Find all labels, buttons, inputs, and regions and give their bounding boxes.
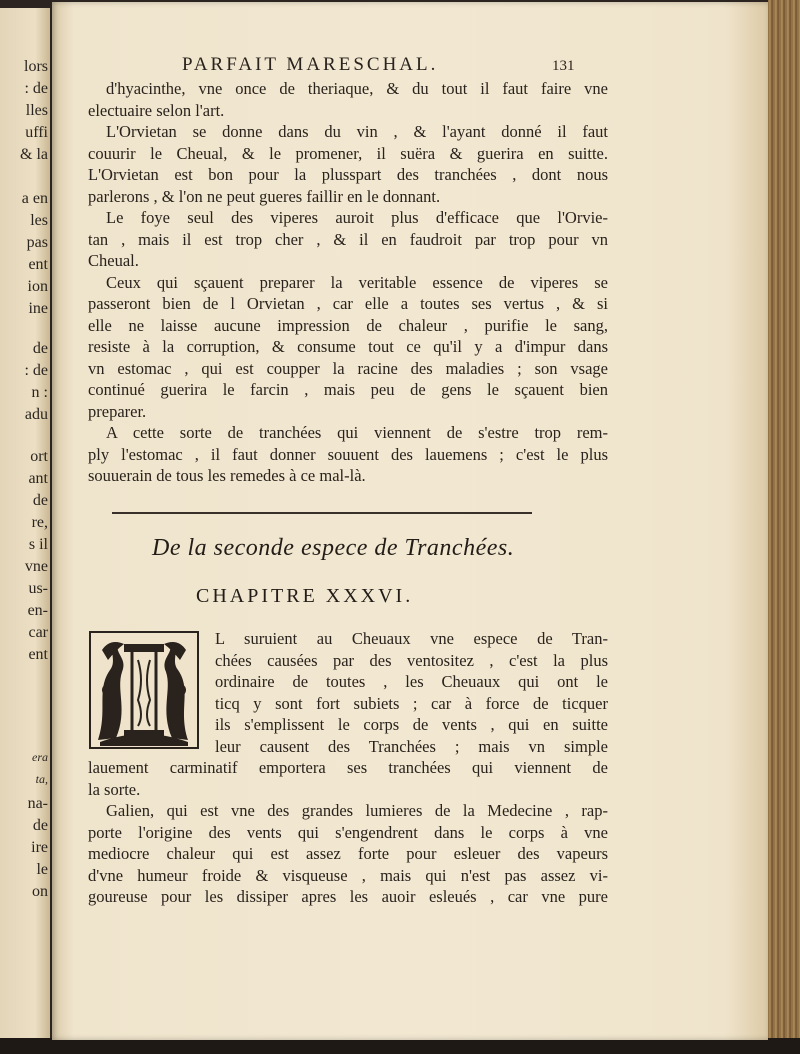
- text-line: Le foye seul des viperes auroit plus d'efficace que l'Orvie-: [106, 208, 608, 227]
- book-fore-edge: [768, 0, 800, 1054]
- section-title: De la seconde espece de Tranchées.: [152, 535, 515, 561]
- section-rule: [112, 512, 532, 514]
- left-page-fragment: de: [32, 492, 48, 509]
- text-line: continué guerira le farcin , mais peu de gens le sçauent bien: [88, 380, 608, 399]
- left-page-fragment: adu: [24, 406, 48, 423]
- left-page-fragment: ta,: [35, 772, 48, 786]
- text-line: Ceux qui sçauent preparer la veritable essence de viperes se: [106, 272, 608, 292]
- text-line: vn estomac , qui est coupper la racine des maladies ; son vsage: [88, 358, 608, 378]
- left-page-fragment: : de: [24, 80, 48, 97]
- text-line: elle ne laisse aucune impression de chaleur , purifie le sang,: [88, 315, 608, 335]
- text-line: leur causent des Tranchées ; mais vn simple: [215, 736, 608, 756]
- text-line: la sorte.: [88, 779, 141, 799]
- left-page-fragment: on: [32, 883, 48, 900]
- text-line: ply l'estomac , il faut donner souuent des lauemens ; c'est le plus: [88, 444, 608, 464]
- text-line: L suruient au Cheuaux vne espece de Tran-: [215, 629, 608, 648]
- left-page-fragment: ine: [28, 300, 48, 317]
- text-line: porte l'origine des vents qui s'engendrent dans le corps à vne: [88, 822, 608, 842]
- book-page: [52, 2, 768, 1040]
- text-line: passeront bien de l Orvietan , car elle a toutes ses vertus , & si: [88, 294, 608, 313]
- left-page-fragment: : de: [24, 362, 48, 379]
- ornamental-initial-icon: [88, 630, 200, 750]
- bottom-shadow: [0, 1038, 800, 1054]
- text-block-top: [88, 78, 608, 487]
- text-line: preparer.: [88, 401, 147, 421]
- left-page-fragment: ire: [31, 839, 48, 856]
- left-page-fragment: ion: [27, 278, 48, 295]
- text-line: electuaire selon l'art.: [88, 100, 225, 120]
- text-line: parlerons , & l'on ne peut gueres faillir en le donnant.: [88, 186, 441, 206]
- left-page-fragment: uffi: [25, 124, 48, 141]
- left-page-fragment: re,: [31, 514, 48, 531]
- left-page-fragment: vne: [24, 558, 48, 575]
- text-line: ils s'emplissent le corps de vents , qui en suitte: [215, 715, 608, 734]
- left-page-fragment: ant: [28, 470, 48, 487]
- text-line: goureuse pour les dissiper apres les auoir esleués , car vne pure: [88, 887, 608, 906]
- running-head: PARFAIT MARESCHAL.: [182, 54, 439, 75]
- left-page-fragment: le: [36, 861, 48, 878]
- left-page-fragment: de: [32, 340, 48, 357]
- text-beside-initial: [215, 628, 608, 757]
- left-page-fragment: en-: [27, 602, 48, 619]
- left-page-fragment: & la: [20, 146, 48, 163]
- text-line: mediocre chaleur qui est assez forte pour esleuer des vapeurs: [88, 844, 608, 863]
- left-page-fragment: ent: [28, 256, 48, 273]
- text-line: souuerain de tous les remedes à ce mal-là.: [88, 466, 366, 485]
- left-page-fragment: car: [28, 624, 48, 641]
- left-page-fragment: ort: [30, 448, 48, 465]
- left-page-fragment: ent: [28, 646, 48, 663]
- left-page-fragment: s il: [28, 536, 48, 553]
- text-line: L'Orvietan est bon pour la plusspart des tranchées , dont nous: [88, 165, 608, 184]
- text-line: chées causées par des ventositez , c'est la plus: [215, 650, 608, 670]
- left-page-fragment: lles: [25, 102, 48, 119]
- left-page-fragment: lors: [24, 58, 48, 75]
- text-line: ordinaire de toutes , les Cheuaux qui ont le: [215, 672, 608, 691]
- text-line: lauement carminatif emportera ses tranchées qui viennent de: [88, 758, 608, 777]
- text-line: couurir le Cheual, & le promener, il suëra & guerira en suitte.: [88, 143, 608, 163]
- text-block-bottom: [88, 757, 608, 908]
- left-page-fragment: us-: [28, 580, 48, 597]
- text-line: L'Orvietan se donne dans du vin , & l'ayant donné il faut: [106, 122, 608, 141]
- page-number: 131: [552, 58, 575, 74]
- left-page-fragment: n :: [31, 384, 48, 401]
- text-line: resiste à la corruption, & consume tout ce qu'il y a d'impur dans: [88, 337, 608, 356]
- text-line: tan , mais il est trop cher , & il en faudroit par trop pour vn: [88, 229, 608, 249]
- text-line: d'vne humeur froide & visqueuse , mais qui n'est pas assez vi-: [88, 865, 608, 885]
- facing-left-page: [0, 8, 50, 1038]
- left-page-fragment: les: [30, 212, 48, 229]
- left-page-fragment: era: [32, 750, 48, 764]
- left-page-fragment: pas: [26, 234, 48, 251]
- left-page-fragment: a en: [21, 190, 48, 207]
- left-page-fragment: de: [32, 817, 48, 834]
- chapter-heading: CHAPITRE XXXVI.: [196, 585, 414, 607]
- text-line: A cette sorte de tranchées qui viennent de s'estre trop rem-: [106, 423, 608, 442]
- left-page-fragment: na-: [27, 795, 48, 812]
- text-line: d'hyacinthe, vne once de theriaque, & du tout il faut faire vne: [106, 79, 608, 98]
- text-line: Cheual.: [88, 251, 139, 270]
- text-line: ticq y sont fort subiets ; car à force de ticquer: [215, 693, 608, 713]
- text-line: Galien, qui est vne des grandes lumieres de la Medecine , rap-: [106, 801, 608, 820]
